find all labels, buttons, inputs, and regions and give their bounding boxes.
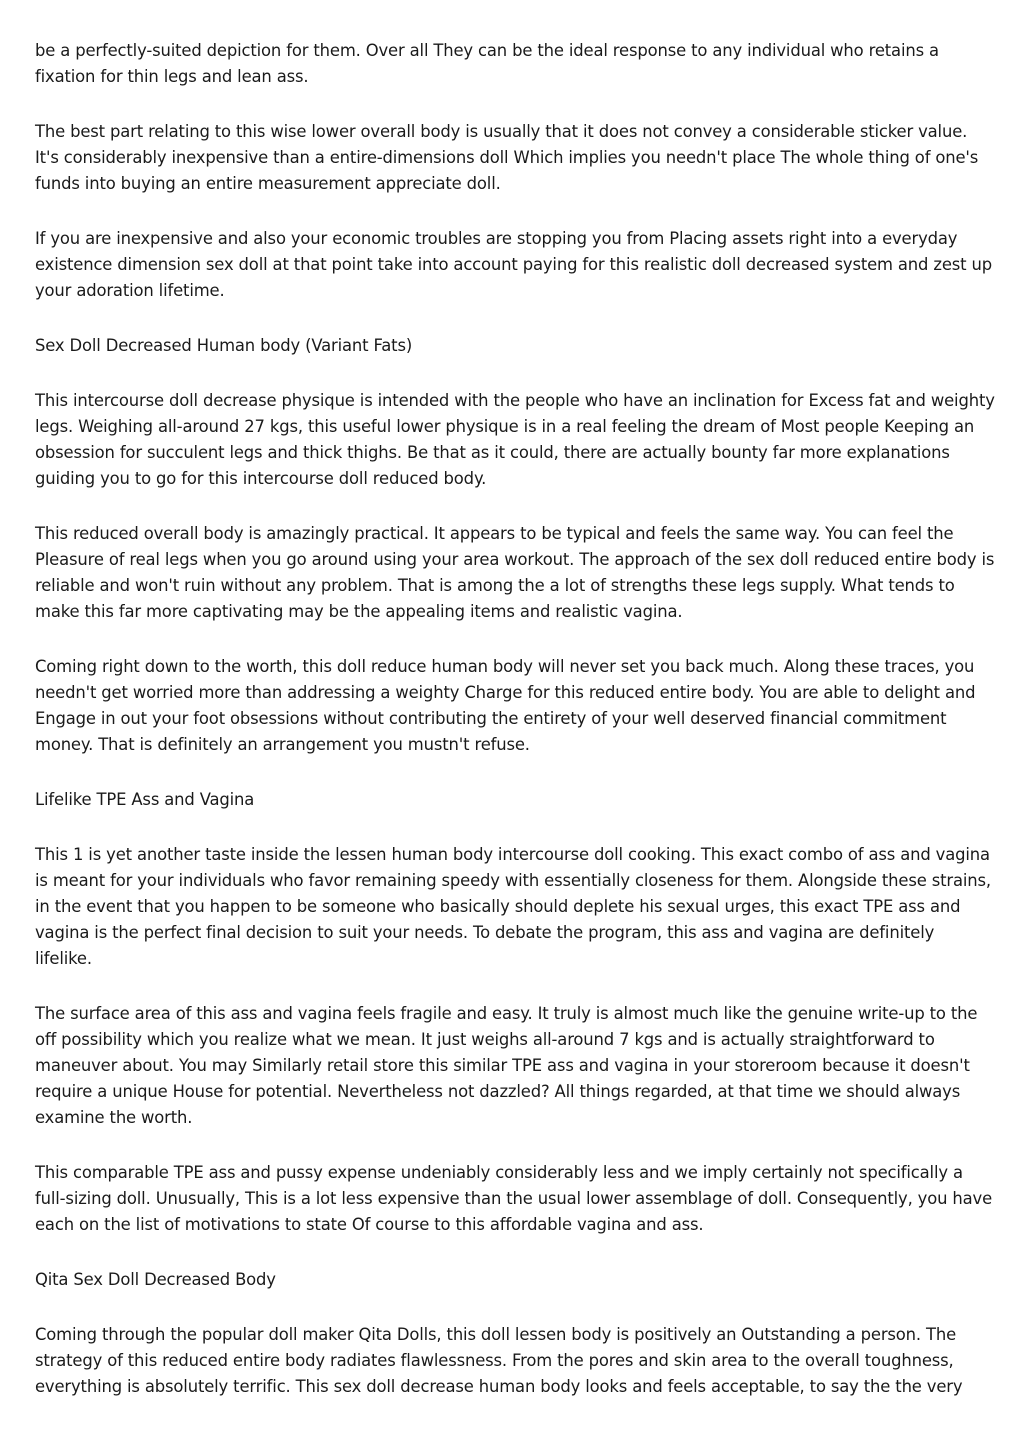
paragraph: This 1 is yet another taste inside the lessen human body intercourse doll cooking. This exact combo of ass and vagina is meant for your individuals who favor remaining speedy with essentially closeness for them. Alongside these strains, in the event that you happen to be someone who basically should deplete his sexual urges, this exact TPE ass and vagina is the perfect final decision to suit your needs. To debate the program, this ass and vagina are definitely lifelike.	[35, 845, 991, 968]
paragraph: Coming through the popular doll maker Qita Dolls, this doll lessen body is positively an Outstanding a person. The strategy of this reduced entire body radiates flawlessness. From the pores and skin area to the overall toughness, everything is absolutely terrific. This sex doll decrease human body looks and feels acceptable, to say the the very	[35, 1325, 963, 1396]
paragraph: Coming right down to the worth, this doll reduce human body will never set you back much. Along these traces, you needn't get worried more than addressing a weighty Charge for this reduced entire body. You are able to delight and Engage in out your foot obsessions without contributing the entirety of your well deserved financial commitment money. That is definitely an arrangement you mustn't refuse.	[35, 657, 976, 754]
section-heading: Qita Sex Doll Decreased Body	[35, 1270, 276, 1289]
document-body	[35, 38, 995, 1429]
paragraph: The best part relating to this wise lower overall body is usually that it does not convey a considerable sticker value. It's considerably inexpensive than a entire-dimensions doll Which implies you needn't place The whole thing of one's funds into buying an entire measurement appreciate doll.	[35, 122, 979, 193]
section-heading: Lifelike TPE Ass and Vagina	[35, 790, 255, 809]
paragraph: This reduced overall body is amazingly practical. It appears to be typical and feels the same way. You can feel the Pleasure of real legs when you go around using your area workout. The approach of the sex doll reduced entire body is reliable and won't ruin without any problem. That is among the a lot of strengths these legs supply. What tends to make this far more captivating may be the appealing items and realistic vagina.	[35, 524, 995, 621]
paragraph: This intercourse doll decrease physique is intended with the people who have an inclination for Excess fat and weighty legs. Weighing all-around 27 kgs, this useful lower physique is in a real feeling the dream of Most people Keeping an obsession for succulent legs and thick thighs. Be that as it could, there are actually bounty far more explanations guiding you to go for this intercourse doll reduced body.	[35, 391, 995, 488]
paragraph: The surface area of this ass and vagina feels fragile and easy. It truly is almost much like the genuine write-up to the off possibility which you realize what we mean. It just weighs all-around 7 kgs and is actually straightforward to maneuver about. You may Similarly retail store this similar TPE ass and vagina in your storeroom because it doesn't require a unique House for potential. Nevertheless not dazzled? All things regarded, at that time we should always examine the worth.	[35, 1004, 978, 1127]
paragraph: This comparable TPE ass and pussy expense undeniably considerably less and we imply certainly not specifically a full-sizing doll. Unusually, This is a lot less expensive than the usual lower assemblage of doll. Consequently, you have each on the list of motivations to state Of course to this affordable vagina and ass.	[35, 1163, 993, 1234]
paragraph: be a perfectly-suited depiction for them. Over all They can be the ideal response to any individual who retains a fixation for thin legs and lean ass.	[35, 41, 939, 86]
section-heading: Sex Doll Decreased Human body (Variant Fats)	[35, 336, 413, 355]
paragraph: If you are inexpensive and also your economic troubles are stopping you from Placing assets right into a everyday existence dimension sex doll at that point take into account paying for this realistic doll decreased system and zest up your adoration lifetime.	[35, 229, 992, 300]
